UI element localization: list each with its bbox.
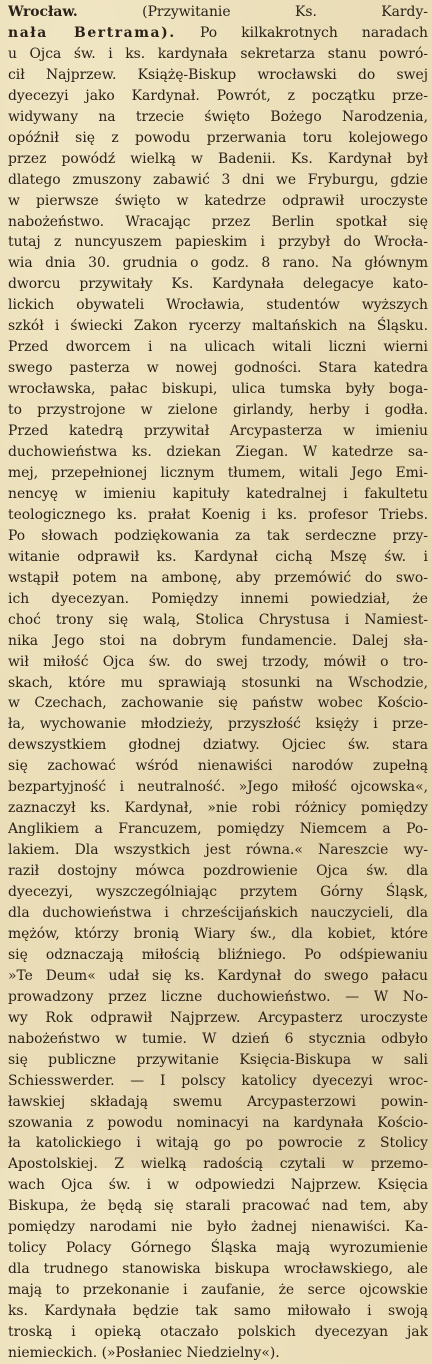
- text-line: się zachować wśród nienawiści narodów zupełną: [8, 758, 428, 775]
- article-text-lines: [8, 44, 428, 1364]
- text-line: ła, wychowanie młodzieży, przyszłość księży i prze-: [8, 716, 428, 733]
- text-line: dlatego zmuszony zabawić 3 dni we Fryburgu, gdzie: [8, 171, 428, 188]
- text-line: opóźnił się z powodu przerwania toru kolejowego: [8, 129, 428, 146]
- text-line: wrocławska, pałac biskupi, ulica tumska były boga-: [8, 381, 428, 398]
- text-line: prowadzony przez liczne duchowieństwo. — W No-: [8, 988, 428, 1005]
- text-line: dyecezyi jako Kardynał. Powrót, z początku prze-: [8, 87, 428, 104]
- text-line: wach Ojca św. i w odpowiedzi Najprzew. Księcia: [8, 1177, 428, 1194]
- text-line: ła katolickiego i witają go po powrocie z Stolicy: [8, 1135, 428, 1152]
- text-line: bezpartyjność i neutralność. »Jego miłość ojcowska«,: [8, 779, 428, 796]
- text-line: Anglikiem a Francuzem, pomiędzy Niemcem a Po-: [8, 821, 428, 838]
- article-body: [8, 2, 428, 1364]
- text-line: duchowieństwa ks. dziekan Ziegan. W katedrze sa-: [8, 444, 428, 461]
- text-line: ks. Kardynała będzie tak samo miłowało i swoją: [8, 1303, 428, 1320]
- text-line: szkół i świecki Zakon rycerzy maltańskich na Śląsku.: [8, 318, 428, 335]
- text-line: Schiesswerder. — I polscy katolicy dyecezyi wroc-: [8, 1072, 428, 1089]
- text-line: raził dostojny mówca pozdrowienie Ojca św. dla: [8, 863, 428, 880]
- text-line: Po kilkakrotnych naradach: [199, 24, 428, 41]
- text-line: witanie odprawił ks. Kardynał cichą Mszę św. i: [8, 548, 428, 565]
- text-line: teologicznego ks. prałat Koenig i ks. profesor Triebs.: [8, 506, 428, 523]
- text-line: dewszystkiem głodnej dziatwy. Ojciec św. stara: [8, 737, 428, 754]
- text-line: widywany na trzecie święto Bożego Narodzenia,: [8, 108, 428, 125]
- text-line: nabożeństwo w tumie. W dzień 6 stycznia odbyło: [8, 1030, 428, 1047]
- text-line: Przed dworcem i na ulicach witali liczni wierni: [8, 339, 428, 356]
- text-line: dyecezyi, wyszczególniając przytem Górny Śląsk,: [8, 884, 428, 901]
- text-line: mają to przekonanie i zaufanie, że serce ojcowskie: [8, 1282, 428, 1299]
- text-line: w pierwsze święto w katedrze odprawił uroczyste: [8, 192, 428, 209]
- text-line: »Te Deum« udał się ks. Kardynał do swego pałacu: [8, 967, 428, 984]
- text-line: się publiczne przywitanie Księcia-Biskupa w sali: [8, 1051, 428, 1068]
- text-line: choć trony się walą, Stolica Chrystusa i Namiest-: [8, 611, 428, 628]
- text-line: wił miłość Ojca św. do swej trzody, mówił o tro-: [8, 653, 428, 670]
- dateline: Wrocław.: [8, 4, 78, 20]
- text-line: Biskupa, że będą się starali pracować nad tem, aby: [8, 1198, 428, 1215]
- text-line: dla trudnego stanowiska biskupa wrocławskiego, ale: [8, 1261, 428, 1278]
- text-line: pomiędzy narodami nie było żadnej nienawiści. Ka-: [8, 1219, 428, 1236]
- text-line: lickich obywateli Wrocławia, studentów wyższych: [8, 297, 428, 314]
- text-line: w Czechach, zachowanie się państw wobec Kościo-: [8, 695, 428, 712]
- text-line: zaznaczył ks. Kardynał, »nie robi różnicy pomiędzy: [8, 800, 428, 817]
- text-line: tutaj z nuncyuszem papieskim i przybył do Wrocła-: [8, 234, 428, 251]
- text-line: cił Najprzew. Książę-Biskup wrocławski do swej: [8, 66, 428, 83]
- text-line: przez powódź wielką w Badenii. Ks. Kardynał był: [8, 150, 428, 167]
- text-line: dworcu przywitały Ks. Kardynała delegacye kato-: [8, 276, 428, 293]
- text-line: wstąpił potem na ambonę, aby przemówić do swo-: [8, 569, 428, 586]
- text-line: to przystrojone w zielone girlandy, herby i godła.: [8, 402, 428, 419]
- text-line: swego pasterza w nowej godności. Stara katedra: [8, 360, 428, 377]
- headline-line-1: [8, 2, 428, 23]
- text-line: ławskiej składają swemu Arcypasterzowi powin-: [8, 1093, 428, 1110]
- text-line: troską i opieką otaczało polskich dyecezyan jak: [8, 1324, 428, 1341]
- text-line: nika Jego stoi na dobrym fundamencie. Dalej sła-: [8, 632, 428, 649]
- headline-part-2: nała Bertrama).: [8, 24, 176, 41]
- text-line: tolicy Polacy Górnego Śląska mają wyrozumienie: [8, 1240, 428, 1257]
- text-line: dla duchowieństwa i chrześcijańskich nauczycieli, dla: [8, 904, 428, 921]
- text-line: szowania z powodu nominacyi na kardynała Kościo-: [8, 1114, 428, 1131]
- text-line: Apostolskiej. Z wielką radością czytali w przemo-: [8, 1156, 428, 1173]
- text-line: lakiem. Dla wszystkich jest równa.« Nareszcie wy-: [8, 842, 428, 859]
- text-line: niemieckich. (»Posłaniec Niedzielny«).: [8, 1345, 280, 1361]
- text-line: nabożeństwo. Wracając przez Berlin spotkał się: [8, 213, 428, 230]
- text-line: skach, które mu sprawiają stosunki na Wschodzie,: [8, 674, 428, 691]
- text-line: wy Rok odprawił Najprzew. Arcypasterz uroczyste: [8, 1009, 428, 1026]
- text-line: Przed katedrą przywitał Arcypasterza w imieniu: [8, 423, 428, 440]
- text-line: nencyę w imieniu kapituły katedralnej i fakultetu: [8, 485, 428, 502]
- text-line: wia dnia 30. grudnia o godz. 8 rano. Na głównym: [8, 255, 428, 272]
- text-line: się odznaczają miłością bliźniego. Po odśpiewaniu: [8, 946, 428, 963]
- text-line: ich dyecezyan. Pomiędzy innemi powiedział, że: [8, 590, 428, 607]
- text-line: u Ojca św. i ks. kardynała sekretarza stanu powró-: [8, 45, 428, 62]
- text-line: Po słowach podziękowania za tak serdeczne przy-: [8, 527, 428, 544]
- headline-part-1: (Przywitanie Ks. Kardy-: [142, 4, 428, 20]
- text-line: mężów, którzy bronią Wiary św., dla kobiet, które: [8, 925, 428, 942]
- headline-line-2: [8, 23, 428, 44]
- text-line: mej, przepełnionej licznym tłumem, witali Jego Emi-: [8, 464, 428, 481]
